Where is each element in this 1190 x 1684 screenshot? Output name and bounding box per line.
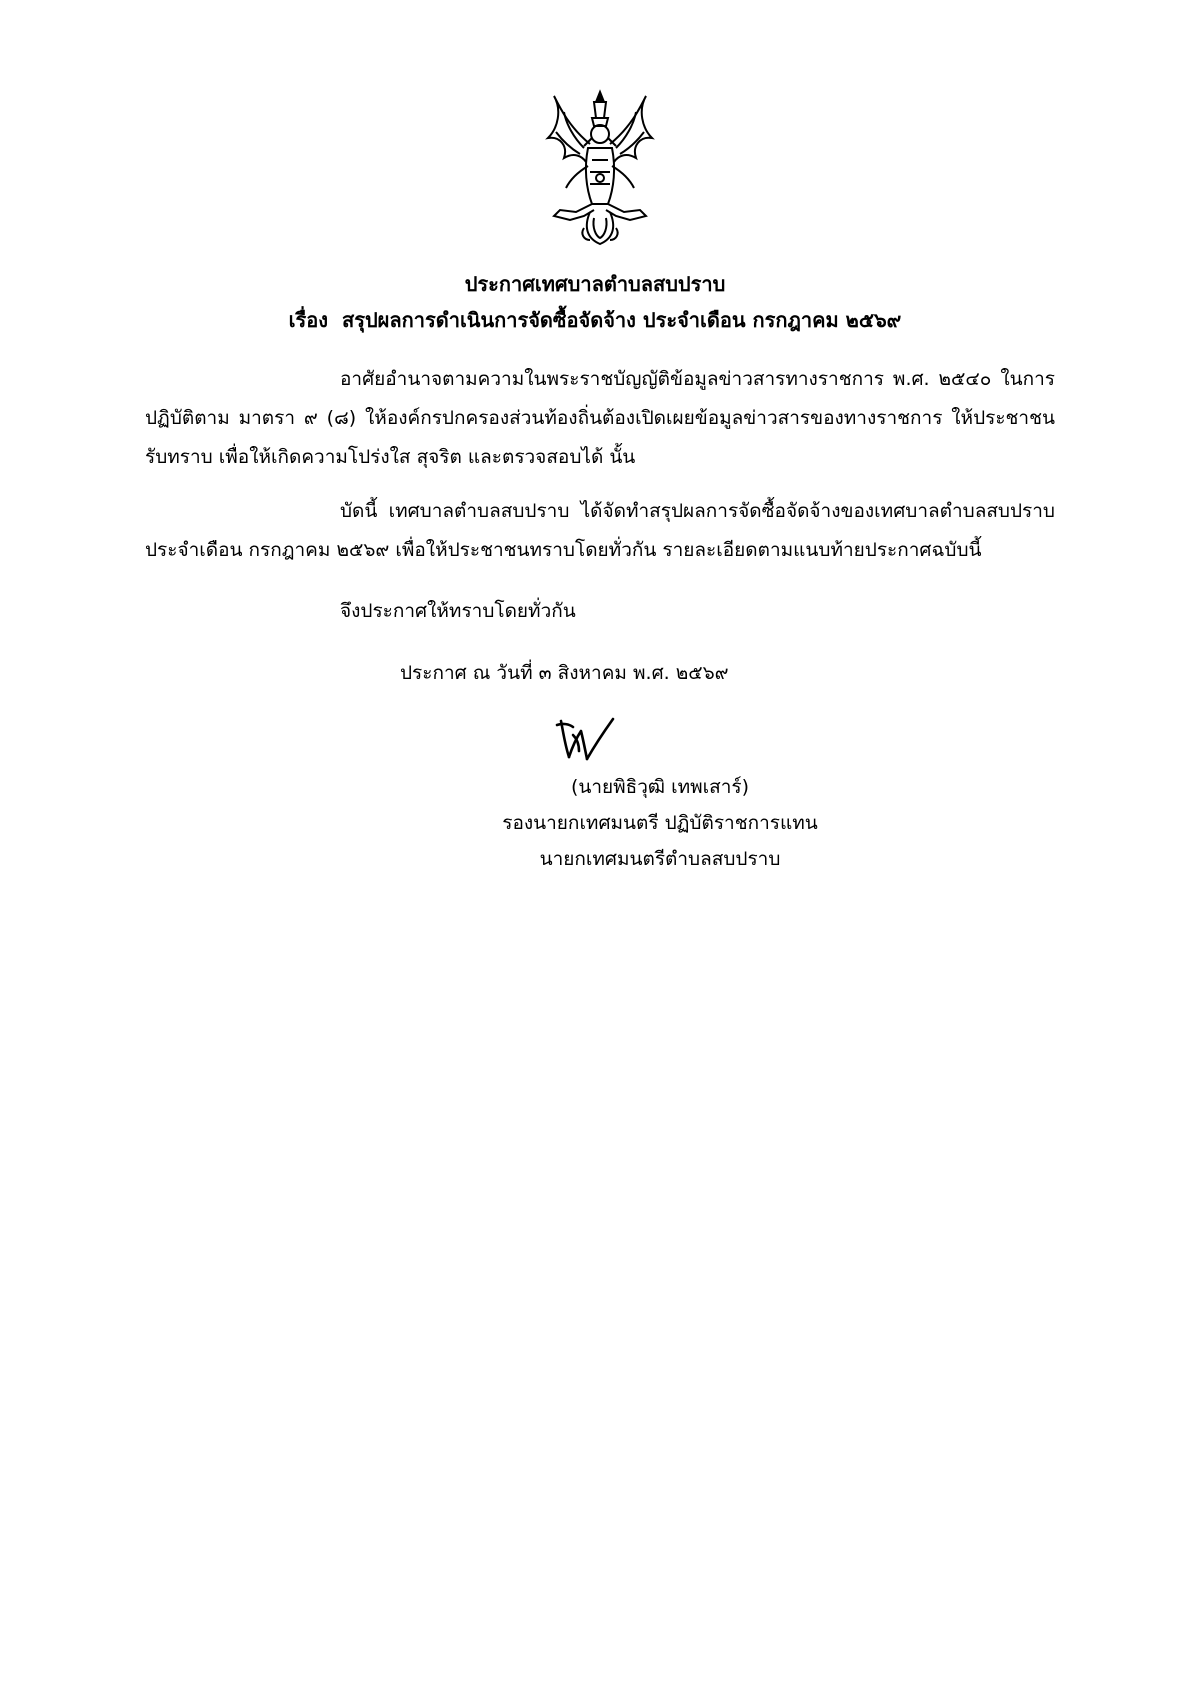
announcement-title: ประกาศเทศบาลตำบลสบปราบ [464, 272, 726, 296]
garuda-emblem-icon [540, 88, 660, 248]
signatory-position-2: นายกเทศมนตรีตำบลสบปราบ [539, 848, 781, 870]
announcement-date: ประกาศ ณ วันที่ ๓ สิงหาคม พ.ศ. ๒๕๖๙ [400, 662, 729, 684]
subject-label: เรื่อง [288, 308, 329, 332]
handwritten-signature [555, 715, 617, 763]
paragraph-2-line-1: บัดนี้ เทศบาลตำบลสบปราบ ได้จัดทำสรุปผลการจัดซื้อจัดจ้างของเทศบาลตำบลสบปราบ [340, 500, 1055, 522]
paragraph-1-line-1: อาศัยอำนาจตามความในพระราชบัญญัติข้อมูลข่าวสารทางราชการ พ.ศ. ๒๕๔๐ ในการ [340, 368, 1055, 390]
paragraph-1-line-3: รับทราบ เพื่อให้เกิดความโปร่งใส สุจริต และตรวจสอบได้ นั้น [145, 446, 636, 468]
paragraph-2-line-2: ประจำเดือน กรกฎาคม ๒๕๖๙ เพื่อให้ประชาชนทราบโดยทั่วกัน รายละเอียดตามแนบท้ายประกาศฉบับนี้ [145, 539, 982, 561]
subject-text: สรุปผลการดำเนินการจัดซื้อจัดจ้าง ประจำเดือน กรกฎาคม ๒๕๖๙ [342, 308, 902, 332]
signatory-name: (นายพิธิวุฒิ เทพเสาร์) [570, 776, 750, 798]
closing-statement: จึงประกาศให้ทราบโดยทั่วกัน [340, 600, 576, 622]
announcement-subject-line [0, 304, 1190, 336]
signatory-position-1: รองนายกเทศมนตรี ปฏิบัติราชการแทน [502, 812, 818, 834]
paragraph-1-line-2: ปฏิบัติตาม มาตรา ๙ (๘) ให้องค์กรปกครองส่วนท้องถิ่นต้องเปิดเผยข้อมูลข่าวสารของทางราชการ ให้ประชาชน [145, 407, 1055, 429]
